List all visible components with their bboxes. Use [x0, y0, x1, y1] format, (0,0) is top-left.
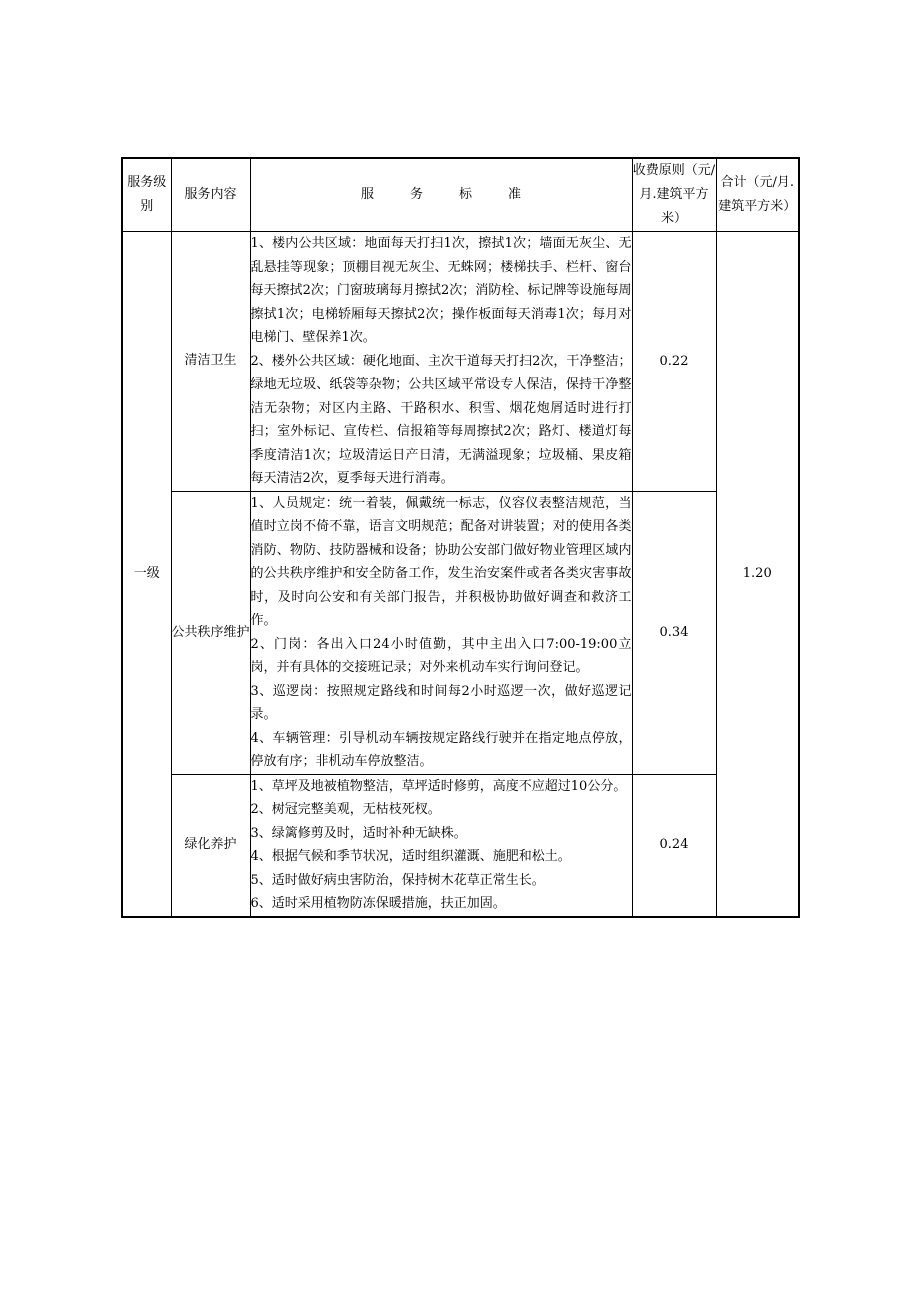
service-standard-table	[121, 157, 800, 918]
standard-item: 3、绿篱修剪及时，适时补种无缺株。	[250, 825, 467, 841]
table-header-row	[122, 158, 799, 232]
standard-item: 4、车辆管理：引导机动车辆按规定路线行驶并在指定地点停放，停放有序；非机动车停放整洁。	[250, 730, 632, 769]
standard-item: 3、巡逻岗：按照规定路线和时间每2小时巡逻一次，做好巡逻记录。	[250, 683, 632, 722]
service-content-security: 公共秩序维护	[171, 491, 250, 774]
table-row	[122, 774, 799, 917]
fee-security: 0.34	[632, 491, 716, 774]
service-content-greening: 绿化养护	[171, 774, 250, 917]
service-content-cleaning: 清洁卫生	[171, 232, 250, 492]
header-service-standard-text: 服务标准	[360, 187, 557, 202]
table-row	[122, 232, 799, 492]
header-service-content: 服务内容	[171, 158, 250, 232]
fee-cleaning: 0.22	[632, 232, 716, 492]
standard-item: 5、适时做好病虫害防治，保持树木花草正常生长。	[250, 872, 545, 888]
header-fee-principle: 收费原则（元/月.建筑平方米）	[632, 158, 716, 232]
standard-item: 6、适时采用植物防冻保暖措施，扶正加固。	[250, 896, 506, 911]
total-cell: 1.20	[716, 232, 799, 917]
standard-item: 1、楼内公共区域：地面每天打扫1次，擦拭1次；墙面无灰尘、无乱悬挂等现象；顶棚目视无灰尘、无蛛网；楼梯扶手、栏杆、窗台每天擦拭2次；门窗玻璃每月擦拭2次；消防栓、标记牌等设施每周擦拭1次；电梯轿厢每天擦拭2次；操作板面每天消毒1次；每月对电梯门、壁保养1次。	[250, 236, 632, 345]
header-service-standard	[250, 158, 632, 232]
service-standard-greening	[250, 774, 632, 917]
header-service-level: 服务级别	[122, 158, 171, 232]
header-total: 合计（元/月.建筑平方米）	[716, 158, 799, 232]
standard-item: 1、草坪及地被植物整洁，草坪适时修剪，高度不应超过10公分。	[250, 778, 627, 794]
standard-item: 1、人员规定：统一着装，佩戴统一标志，仪容仪表整洁规范，当值时立岗不倚不靠，语言文明规范；配备对讲装置；对的使用各类消防、物防、技防器械和设备；协助公安部门做好物业管理区域内的公共秩序维护和安全防备工作，发生治安案件或者各类灾害事故时，及时向公安和有关部门报告，并积极协助做好调查和救济工作。	[250, 495, 632, 628]
service-standard-security	[250, 491, 632, 774]
fee-greening: 0.24	[632, 774, 716, 917]
standard-item: 4、根据气候和季节状况，适时组织灌溉、施肥和松土。	[250, 849, 571, 864]
table-row	[122, 491, 799, 774]
standard-item: 2、树冠完整美观，无枯枝死杈。	[250, 802, 441, 817]
service-level-cell: 一级	[122, 232, 171, 917]
service-standard-cleaning	[250, 232, 632, 492]
standard-item: 2、门岗：各出入口24小时值勤，其中主出入口7:00-19:00立岗，并有具体的交接班记录；对外来机动车实行询问登记。	[250, 636, 632, 675]
standard-item: 2、楼外公共区域：硬化地面、主次干道每天打扫2次，干净整洁；绿地无垃圾、纸袋等杂物；公共区域平常设专人保洁，保持干净整洁无杂物；对区内主路、干路积水、积雪、烟花炮屑适时进行打扫；室外标记、宣传栏、信报箱等每周擦拭2次；路灯、楼道灯每季度清洁1次；垃圾清运日产日清，无满溢现象；垃圾桶、果皮箱每天清洁2次，夏季每天进行消毒。	[250, 353, 632, 486]
